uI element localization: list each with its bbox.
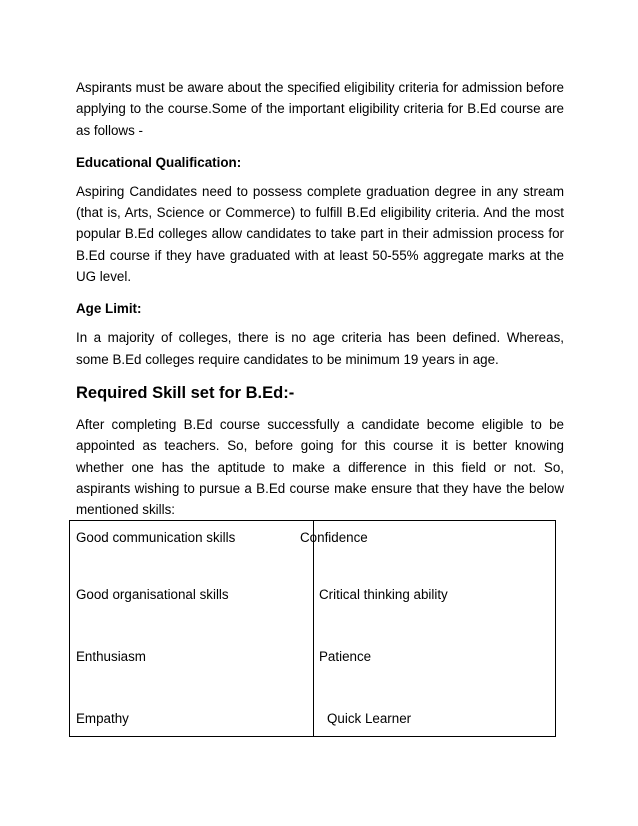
skill-cell-right-4: Quick Learner (327, 711, 412, 726)
skill-cell-left-3: Enthusiasm (76, 649, 146, 664)
educational-qualification-heading: Educational Qualification: (76, 154, 242, 170)
age-limit-heading: Age Limit: (76, 301, 142, 317)
document-body (76, 77, 564, 520)
skill-cell-left-1: Good communication skills (76, 530, 236, 545)
skill-cell-right-1: Confidence (300, 530, 368, 545)
skill-set-paragraph: After completing B.Ed course successfully a candidate become eligible to be appointed as teachers. So, before going for this course it is better knowing whether one has the aptitude to make a difference in this field or not. So, aspirants wishing to pursue a B.Ed course make ensure that they have the below mentioned skills: (76, 416, 564, 518)
age-limit-paragraph: In a majority of colleges, there is no age criteria has been defined. Whereas, some B.Ed colleges require candidates to be minimum 19 years in age. (76, 330, 564, 367)
table-column-divider (313, 521, 314, 736)
skill-set-heading: Required Skill set for B.Ed:- (76, 383, 295, 402)
intro-paragraph: Aspirants must be aware about the specified eligibility criteria for admission before applying to the course.Some of the important eligibility criteria for B.Ed course are as follows - (76, 80, 564, 138)
skill-cell-left-2: Good organisational skills (76, 587, 229, 602)
skill-cell-right-3: Patience (319, 649, 372, 664)
skill-cell-right-2: Critical thinking ability (319, 587, 448, 602)
skill-cell-left-4: Empathy (76, 711, 129, 726)
skills-table (69, 520, 556, 737)
educational-qualification-paragraph: Aspiring Candidates need to possess complete graduation degree in any stream (that is, Arts, Science or Commerce) to fulfill B.Ed eligibility criteria. And the most popular B.Ed colleges allow candidates to take part in their admission process for B.Ed course if they have graduated with at least 50-55% aggregate marks at the UG level. (76, 183, 564, 285)
